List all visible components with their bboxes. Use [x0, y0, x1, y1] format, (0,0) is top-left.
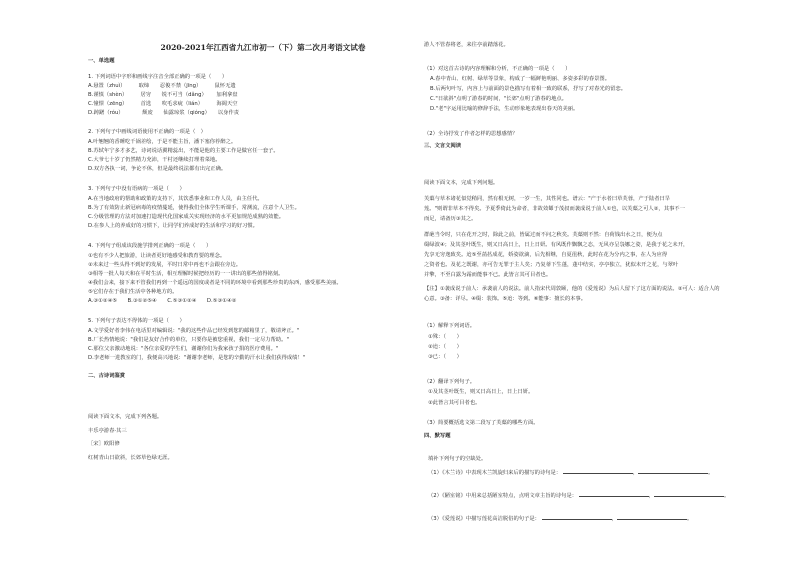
c1-item-3: ③已：（ ）	[428, 354, 462, 360]
q2-option-d: D.双方各执一词，争论不休，但是最终说法都有出完正确。	[88, 166, 227, 172]
passage-line-1: 芙蕖与草本诸花似觉稍同，然有根无树，一岁一生，其性同也。谱云："产于水者曰草芙蓉，产于陆者曰旱	[424, 196, 671, 202]
passage-line-7: 之资者也。及花之既谢，亦可告无罪于主人矣；乃复蒂下生蓬，蓬中结实，亭亭独立，犹似未开之花，与翠叶	[424, 262, 679, 268]
p1-option-d: D."老"字运用比喻的修辞手法，生动形象地表现出春天的美丽。	[430, 106, 579, 112]
q1-option-b: B.谨慎（shèn） 居穷 锐不可当（dǎng） 加利拿盘	[88, 92, 238, 98]
answer-blank[interactable]	[617, 514, 687, 520]
poem-line-1: 红树青山日欲斜，长郊草色绿无涯。	[88, 455, 173, 461]
poem-question-1: （1）对这首古诗的内容理解和分析，不正确的一项是（ ）	[424, 66, 571, 72]
q4-sentence-4: ④我们会来，接下来不管我们再到一个遥远的国度或者是不同的环境中看到那些珍贵的东西，感受那些美丽。	[88, 280, 342, 286]
page-title: 2020-2021年江西省九江市初一（下）第二次月考语文试卷	[160, 43, 366, 52]
q3-option-b: B.为了有效防止新冠病毒的疫情蔓延，使得我们全体学生听课手，常测流，注意个人卫生。	[88, 205, 300, 211]
q1-option-d: D.踌躇（róu） 颓废 仙露琼浆（qióng） 以身作责	[88, 110, 240, 116]
question-4: 4. 下列句子组成该段施学排列正确的一项是（ ）	[88, 243, 212, 249]
q1-option-c: C.憧憬（zēng） 首选 吹毛求疵（lián） 海阔天空	[88, 101, 238, 107]
q3-option-a: A.在当地政府的帮助和政策的支持下，其饮悉事业和工作人员，由主任代。	[88, 196, 263, 202]
c1-item-2: ②迨：（ ）	[428, 344, 462, 350]
classical-question-2: （2）翻译下列句子。	[424, 379, 476, 385]
q2-option-a: A.叶翘翘的香睡吃千锅差绘，于是不能主旨，潘下塞你荐醉之。	[88, 139, 237, 145]
annotation-line-1: 【注】①袭成说于前人：承袭前人的说法。前人指宋代周敦颐，他的《爱莲说》为后人留下了这方面的说法。②可人：适合人的	[424, 286, 720, 292]
c2-item-2: ②此皆言其可目者也。	[428, 400, 481, 406]
classical-question-3: （3）简要概括选文第二段写了芙蕖的哪些方面。	[424, 420, 539, 426]
dictation-item-2-text: （2）《陋室铭》中用来总括陋室特点，点明文章主旨的诗句是：	[428, 493, 578, 499]
section-heading-single-choice: 一、单选题	[88, 58, 115, 64]
dictation-item-1: （1）《木兰诗》中表现木兰凯旋归来后的描写的诗句是： ， 。	[428, 470, 714, 476]
poem-title: 丰乐亭游春·其三	[88, 428, 127, 434]
answer-blank[interactable]	[563, 468, 633, 474]
p1-option-c: C."日欲斜"点明了游春的时间，"长郊"点明了游春的地点。	[430, 96, 567, 102]
poem-question-2: （2）全诗抒发了作者怎样的思想感情？	[424, 131, 518, 137]
q4-sentence-5: ⑤它们存在于我们生活中各种地方的。	[88, 289, 178, 295]
q3-option-c: C.分级管理的方法对加速打造现代化国家成关实现经济的水平更加规范成熟的效能。	[88, 214, 285, 220]
q4-sentence-2: ②未来过一些头得不到好的发展，平时日常中再也不会跟在旁边。	[88, 262, 242, 268]
answer-blank[interactable]	[654, 491, 724, 497]
section-heading-classical: 三、文言文阅读	[424, 143, 462, 149]
poem-line-2: 游人不管春将老，来往亭前踏落花。	[424, 42, 509, 48]
q5-option-c: C.那位父亲激动地说："各位亲爱的学生们，谢谢你们为我家孩子捐的医疗费用。"	[88, 346, 279, 352]
passage-line-3: 而足，请备历③其之。	[424, 216, 477, 222]
poem-author: ［宋］欧阳修	[88, 441, 120, 447]
passage-line-4: 群葩当令时，只在花开之时，除此之前，皆属过而不问之秋矣。芙蕖则不然：自荷钱出水之日，便为点	[424, 232, 663, 238]
question-2: 2. 下列句子中画线词语使用不正确的一项是（ ）	[88, 129, 206, 135]
dictation-item-1-text: （1）《木兰诗》中表现木兰凯旋归来后的描写的诗句是：	[428, 470, 562, 476]
answer-blank[interactable]	[638, 468, 708, 474]
section-heading-dictation: 四、默写题	[424, 433, 451, 439]
dictation-item-3: （3）《爱莲说》中描写莲花高洁脱俗的句子是： ， 。	[428, 516, 693, 522]
section-heading-poetry: 二、古诗词鉴赏	[88, 373, 126, 379]
answer-blank[interactable]	[542, 514, 612, 520]
p1-option-b: B.后两句叶写，内容上与前面的景色描写有着相一致的联系，抒写了对春光的留恋。	[430, 86, 627, 92]
p1-option-a: A.春中青山、红树、绿草等景象，构成了一幅鲜艳明丽、多姿多彩的春景图。	[430, 76, 611, 82]
q4-sentence-3: ③相等一批人每天和在平时生活，相互理解时候把经历的一一讲出的那些值得铭刻。	[88, 271, 284, 277]
dictation-instruction: 填补下列句子的空缺处。	[428, 456, 487, 462]
q5-option-a: A.文学爱好者李伟在电话里对编辑说："我的这些作品已经发到您的邮箱里了，敬请斧正。"	[88, 328, 300, 334]
answer-blank[interactable]	[579, 491, 649, 497]
annotation-line-2: 心意。③备：详尽。④缀：装饰。⑤迨：等到。⑥能事：擅长的本事。	[424, 296, 587, 302]
question-1: 1. 下列词语中字形和画线字注音全部正确的一项是（ ）	[88, 74, 228, 80]
q4-options: A.③①②④⑤ B.③①②⑤④ C.⑤③①②④ D.⑤③①④②	[88, 298, 237, 304]
classical-question-1: （1）解释下列词语。	[424, 323, 476, 329]
dictation-item-3-text: （3）《爱莲说》中描写莲花高洁脱俗的句子是：	[428, 516, 540, 522]
q2-option-b: B.苏轼年宁多才多艺，诗词说话翼精蕊出，不能是他的主要工作是做官任一套子。	[88, 148, 279, 154]
reading-instruction-2: 阅读下面文本，完成下列问题。	[424, 180, 499, 186]
question-5: 5. 下列句子表达不得体的一项是（ ）	[88, 318, 185, 324]
passage-line-8: 并擎，不至白露为霜而能事不已。此皆言其可目者也。	[424, 272, 552, 278]
q3-option-d: D.在参人上的养成好的习惯下，让同学们养成好的生活和学习的好习惯。	[88, 223, 258, 229]
passage-line-5: 缀绿波④；及其茎叶既生，则又日高日上，日上日妍。有风既作飘飘之态，无风亦呈袅娜之姿，是我于花之未开，	[424, 242, 689, 248]
passage-line-6: 先享无穷逸致矣。迨⑤至菡萏成花，娇姿欲滴，后先相继，自夏徂秋，此时在花为分内之事，在人为应得	[424, 252, 668, 258]
dictation-item-2: （2）《陋室铭》中用来总括陋室特点，点明文章主旨的诗句是： ， 。	[428, 493, 730, 499]
q2-option-c: C.大爷七十岁了仍然精力充沛，干村还继续打理着菜地。	[88, 157, 221, 163]
question-3: 3. 下列句子中没有语病的一项是（ ）	[88, 186, 185, 192]
passage-line-2: 莲。"则谓非草本不得矣。予夏季倚此为命者，非故效颦于茂叔而袭成说于前人①也，以芙蕖之可人②，其事不一	[424, 206, 685, 212]
q5-option-d: D.李老师一进教室的门，我便高兴地说："谢谢李老师，是您的辛勤的汗水让我们获得成绩！"	[88, 355, 306, 361]
q4-sentence-1: ①也有不少人把旅游，让读者更好地感受和教育要的理念。	[88, 253, 226, 259]
reading-instruction: 阅读下面文本，完成下列各题。	[88, 414, 163, 420]
q1-option-a: A.悬置（zhuì） 取缔 忍俊不禁（jīng） 鼠怀无遗	[88, 83, 236, 89]
c2-item-1: ①及其茎叶既生，则又日高日上，日上日妍。	[428, 389, 534, 395]
c1-item-1: ①殊：（ ）	[428, 334, 462, 340]
q5-option-b: B.厂长热情地说："我们是友好合作的单位，只要你是被您重视，我们一定尽力帮助。"	[88, 337, 289, 343]
